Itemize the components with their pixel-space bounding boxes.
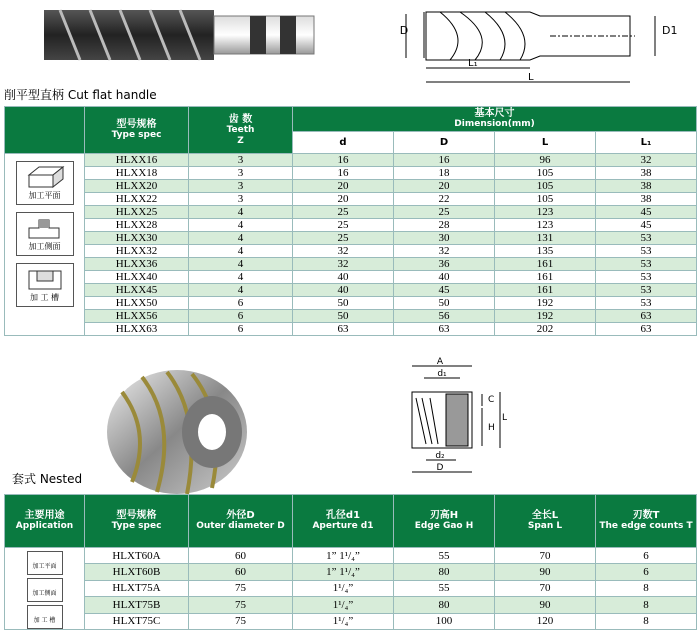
table-cell: 192 bbox=[495, 297, 596, 310]
table-cell: 53 bbox=[596, 284, 697, 297]
table-row bbox=[5, 310, 697, 323]
table-cell: 4 bbox=[189, 232, 293, 245]
table-row bbox=[5, 597, 697, 613]
machining-icon bbox=[27, 605, 63, 629]
table-cell: 1” 1¹/₄” bbox=[293, 548, 394, 564]
table-cell: 53 bbox=[596, 258, 697, 271]
table-cell: 60 bbox=[189, 548, 293, 564]
table-cell: 161 bbox=[495, 284, 596, 297]
table-row bbox=[5, 271, 697, 284]
dim-label-H: H bbox=[488, 423, 495, 433]
table-cell: 55 bbox=[394, 548, 495, 564]
table-cell: 4 bbox=[189, 258, 293, 271]
table-cell: 45 bbox=[394, 284, 495, 297]
table-cell: 40 bbox=[293, 284, 394, 297]
end-mill-photo bbox=[40, 4, 330, 66]
table-cell: 32 bbox=[596, 154, 697, 167]
table-cell: HLXX45 bbox=[85, 284, 189, 297]
table-cell: 161 bbox=[495, 271, 596, 284]
table-cell: 105 bbox=[495, 167, 596, 180]
table-cell: 50 bbox=[394, 297, 495, 310]
table-cell: HLXX56 bbox=[85, 310, 189, 323]
table-cell: HLXX36 bbox=[85, 258, 189, 271]
section1-title: 削平型直柄 Cut flat handle bbox=[4, 88, 157, 102]
table-cell: HLXX16 bbox=[85, 154, 189, 167]
table-cell: 32 bbox=[293, 245, 394, 258]
table-cell: 90 bbox=[495, 597, 596, 613]
machining-icon bbox=[27, 578, 63, 602]
machining-icon bbox=[16, 212, 74, 256]
col-L1-header: L₁ bbox=[596, 131, 697, 153]
table-cell: 63 bbox=[394, 323, 495, 336]
table-cell: 20 bbox=[394, 180, 495, 193]
table-row bbox=[5, 193, 697, 206]
table-cell: HLXX30 bbox=[85, 232, 189, 245]
machining-icon bbox=[27, 551, 63, 575]
table-cell: 123 bbox=[495, 206, 596, 219]
table-cell: 25 bbox=[394, 206, 495, 219]
table-cell: 30 bbox=[394, 232, 495, 245]
table-cell: 40 bbox=[293, 271, 394, 284]
table-cell: 53 bbox=[596, 271, 697, 284]
table-cell: HLXX25 bbox=[85, 206, 189, 219]
table-cell: 90 bbox=[495, 564, 596, 580]
dim-label-L: L bbox=[528, 72, 534, 83]
table-row bbox=[5, 297, 697, 310]
machining-icon bbox=[16, 263, 74, 307]
table-cell: 50 bbox=[293, 297, 394, 310]
table-cell: HLXX32 bbox=[85, 245, 189, 258]
table-cell: 45 bbox=[596, 206, 697, 219]
table-cell: 56 bbox=[394, 310, 495, 323]
table-row bbox=[5, 180, 697, 193]
table-cell: 38 bbox=[596, 193, 697, 206]
table-cell: 100 bbox=[394, 613, 495, 629]
table2-body bbox=[5, 548, 697, 630]
table-cell: HLXT75A bbox=[85, 580, 189, 596]
aperture-header: 孔径d1 Aperture d1 bbox=[293, 495, 394, 548]
table-cell: 4 bbox=[189, 245, 293, 258]
table-cell: 1¹/₄” bbox=[293, 613, 394, 629]
table-row bbox=[5, 323, 697, 336]
application-header: 主要用途 Application bbox=[5, 495, 85, 548]
table-cell: HLXT75C bbox=[85, 613, 189, 629]
table-cell: 4 bbox=[189, 271, 293, 284]
table-row bbox=[5, 245, 697, 258]
table-cell: HLXX20 bbox=[85, 180, 189, 193]
table-cell: 120 bbox=[495, 613, 596, 629]
table-cell: HLXX40 bbox=[85, 271, 189, 284]
table-cell: 75 bbox=[189, 597, 293, 613]
nested-cutter-drawing bbox=[400, 354, 510, 484]
table-cell: 135 bbox=[495, 245, 596, 258]
dim-label-d2: d₂ bbox=[435, 451, 445, 461]
table-cell: HLXT75B bbox=[85, 597, 189, 613]
machining-icon-label: 加工侧面 bbox=[28, 242, 61, 251]
table-row bbox=[5, 154, 697, 167]
section2-title: 套式 Nested bbox=[12, 472, 83, 486]
col-D-header: D bbox=[394, 131, 495, 153]
col-d-header: d bbox=[293, 131, 394, 153]
teeth-header: 齿 数 Teeth Z bbox=[189, 107, 293, 154]
table-cell: 18 bbox=[394, 167, 495, 180]
table-cell: 161 bbox=[495, 258, 596, 271]
table-cell: 8 bbox=[596, 597, 697, 613]
table-cell: 16 bbox=[293, 167, 394, 180]
dimension-header: 基本尺寸 Dimension(mm) bbox=[293, 107, 697, 132]
table-cell: 50 bbox=[293, 310, 394, 323]
table-cell: 1¹/₄” bbox=[293, 580, 394, 596]
dim-label-D: D bbox=[400, 24, 409, 37]
table-cell: 53 bbox=[596, 245, 697, 258]
dim-label-D-nested: D bbox=[436, 463, 444, 473]
dim-label-L1: L₁ bbox=[468, 58, 478, 69]
table-cell: 32 bbox=[394, 245, 495, 258]
table-cell: 3 bbox=[189, 167, 293, 180]
table-row bbox=[5, 232, 697, 245]
machining-icon-label: 加 工 槽 bbox=[33, 617, 56, 624]
table-cell: 32 bbox=[293, 258, 394, 271]
machining-icon-label: 加工平面 bbox=[28, 191, 61, 200]
table-cell: 96 bbox=[495, 154, 596, 167]
table-cell: HLXT60B bbox=[85, 564, 189, 580]
table-cell: HLXX28 bbox=[85, 219, 189, 232]
table-row bbox=[5, 219, 697, 232]
table-cell: 4 bbox=[189, 219, 293, 232]
table-cell: 75 bbox=[189, 580, 293, 596]
nested-cutter-photo bbox=[102, 362, 262, 502]
edge-count-header: 刃数T The edge counts T bbox=[596, 495, 697, 548]
machining-icon bbox=[16, 161, 74, 205]
table-cell: HLXX63 bbox=[85, 323, 189, 336]
dim-label-L-nested: L bbox=[502, 413, 508, 423]
table-cell: 70 bbox=[495, 580, 596, 596]
table-row bbox=[5, 206, 697, 219]
outer-diameter-header: 外径D Outer diameter D bbox=[189, 495, 293, 548]
application-icons bbox=[5, 154, 85, 336]
table-cell: 22 bbox=[394, 193, 495, 206]
table-cell: 6 bbox=[189, 323, 293, 336]
table-cell: HLXT60A bbox=[85, 548, 189, 564]
table-row bbox=[5, 564, 697, 580]
table-cell: 80 bbox=[394, 597, 495, 613]
table-cell: 1¹/₄” bbox=[293, 597, 394, 613]
table-cell: 192 bbox=[495, 310, 596, 323]
table-cell: 1” 1¹/₄” bbox=[293, 564, 394, 580]
table-row bbox=[5, 167, 697, 180]
table-cell: 4 bbox=[189, 284, 293, 297]
table-row bbox=[5, 580, 697, 596]
table-cell: 25 bbox=[293, 232, 394, 245]
type-spec-header-2: 型号规格 Type spec bbox=[85, 495, 189, 548]
table-cell: 16 bbox=[293, 154, 394, 167]
table-cell: 80 bbox=[394, 564, 495, 580]
table-cell: 105 bbox=[495, 193, 596, 206]
machining-icon-label: 加工侧面 bbox=[32, 590, 57, 597]
application-icons-2 bbox=[5, 548, 85, 630]
table-cell: 25 bbox=[293, 219, 394, 232]
table-cell: 3 bbox=[189, 154, 293, 167]
machining-icon-label: 加 工 槽 bbox=[29, 293, 60, 302]
table-cell: 45 bbox=[596, 219, 697, 232]
table-cell: 6 bbox=[189, 310, 293, 323]
table-cell: 6 bbox=[596, 548, 697, 564]
table-row bbox=[5, 258, 697, 271]
table-row bbox=[5, 548, 697, 564]
nested-table bbox=[4, 494, 697, 630]
col-L-header: L bbox=[495, 131, 596, 153]
table-cell: 70 bbox=[495, 548, 596, 564]
app-header bbox=[5, 107, 85, 154]
table-cell: 4 bbox=[189, 206, 293, 219]
table-cell: 3 bbox=[189, 193, 293, 206]
table-row bbox=[5, 284, 697, 297]
table-cell: 6 bbox=[189, 297, 293, 310]
table-cell: 202 bbox=[495, 323, 596, 336]
machining-icon-label: 加工平面 bbox=[32, 563, 57, 570]
table-cell: 3 bbox=[189, 180, 293, 193]
end-mill-drawing bbox=[400, 2, 680, 88]
table-cell: 40 bbox=[394, 271, 495, 284]
dim-label-D1: D1 bbox=[662, 24, 678, 37]
dim-label-A: A bbox=[436, 357, 444, 367]
table-cell: 60 bbox=[189, 564, 293, 580]
cut-flat-handle-table bbox=[4, 106, 697, 336]
table-cell: 131 bbox=[495, 232, 596, 245]
table-cell: 25 bbox=[293, 206, 394, 219]
table-cell: 55 bbox=[394, 580, 495, 596]
table-cell: 75 bbox=[189, 613, 293, 629]
table-cell: 16 bbox=[394, 154, 495, 167]
edge-height-header: 刃高H Edge Gao H bbox=[394, 495, 495, 548]
table-cell: 63 bbox=[596, 310, 697, 323]
table-cell: 20 bbox=[293, 180, 394, 193]
dim-label-d1: d₁ bbox=[437, 369, 447, 379]
table-cell: HLXX50 bbox=[85, 297, 189, 310]
table-cell: 8 bbox=[596, 580, 697, 596]
table-cell: 28 bbox=[394, 219, 495, 232]
table-cell: 20 bbox=[293, 193, 394, 206]
table-cell: 36 bbox=[394, 258, 495, 271]
table-cell: HLXX22 bbox=[85, 193, 189, 206]
dim-label-C: C bbox=[488, 395, 495, 405]
span-header: 全长L Span L bbox=[495, 495, 596, 548]
table-cell: 38 bbox=[596, 167, 697, 180]
table1-body bbox=[5, 154, 697, 336]
table-cell: 105 bbox=[495, 180, 596, 193]
table-cell: 63 bbox=[596, 323, 697, 336]
type-spec-header: 型号规格 Type spec bbox=[85, 107, 189, 154]
table-row bbox=[5, 613, 697, 629]
table-cell: 6 bbox=[596, 564, 697, 580]
table-cell: 38 bbox=[596, 180, 697, 193]
table-cell: HLXX18 bbox=[85, 167, 189, 180]
table-cell: 123 bbox=[495, 219, 596, 232]
table-cell: 53 bbox=[596, 297, 697, 310]
table-cell: 8 bbox=[596, 613, 697, 629]
table-cell: 53 bbox=[596, 232, 697, 245]
table-cell: 63 bbox=[293, 323, 394, 336]
